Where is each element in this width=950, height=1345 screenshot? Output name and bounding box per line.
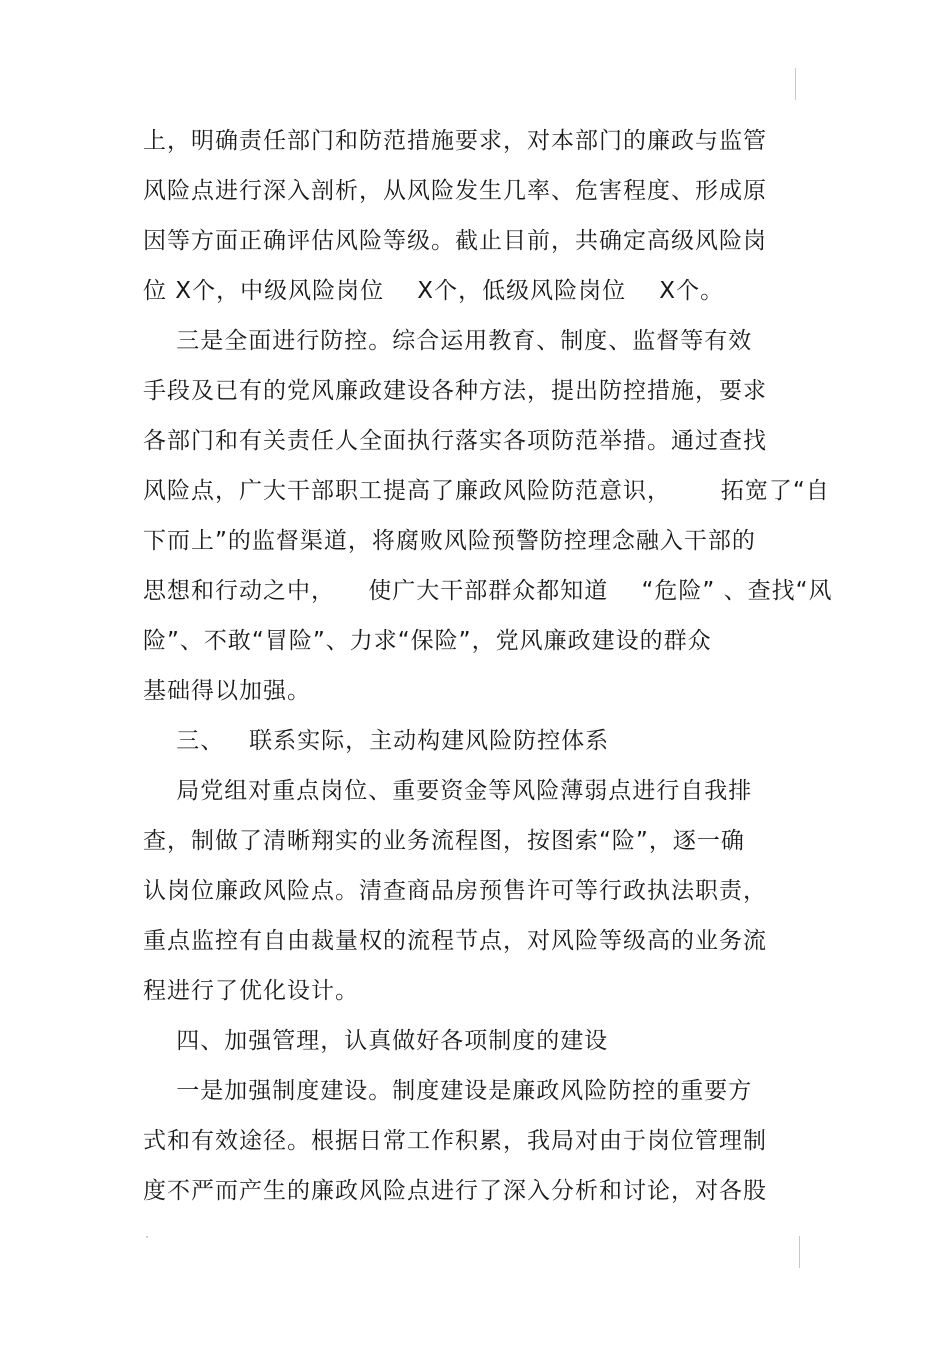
text-line-10: 思想和行动之中， 使广大干部群众都知道 “危险” 、查找“风 <box>143 578 833 604</box>
text-line-22: 度不严而产生的廉政风险点进行了深入分析和讨论，对各股 <box>143 1178 767 1204</box>
text-line-16: 认岗位廉政风险点。清查商品房预售许可等行政执法职责， <box>143 878 767 904</box>
text-line-18: 程进行了优化设计。 <box>143 978 359 1004</box>
page-edge-mark-bottom <box>799 1236 800 1268</box>
text-line-4: 位 X个，中级风险岗位 X个，低级风险岗位 X个。 <box>143 278 725 304</box>
page-edge-mark-top <box>795 68 796 100</box>
text-line-12: 基础得以加强。 <box>143 678 311 704</box>
text-line-11: 险”、不敢“冒险”、力求“保险”，党风廉政建设的群众 <box>143 628 712 654</box>
text-line-21: 式和有效途径。根据日常工作积累，我局对由于岗位管理制 <box>143 1128 767 1154</box>
text-line-17: 重点监控有自由裁量权的流程节点，对风险等级高的业务流 <box>143 928 767 954</box>
text-line-8: 风险点，广大干部职工提高了廉政风险防范意识， 拓宽了“自 <box>143 478 830 504</box>
text-line-7: 各部门和有关责任人全面执行落实各项防范举措。通过查找 <box>143 428 767 454</box>
text-line-2: 风险点进行深入剖析，从风险发生几率、危害程度、形成原 <box>143 178 767 204</box>
section-heading-3: 三、 联系实际，主动构建风险防控体系 <box>143 728 610 754</box>
page-corner-dot <box>146 1236 148 1238</box>
text-line-9: 下而上”的监督渠道，将腐败风险预警防控理念融入干部的 <box>143 528 756 554</box>
paragraph-start-line: 三是全面进行防控。综合运用教育、制度、监督等有效 <box>143 328 753 354</box>
text-line-3: 因等方面正确评估风险等级。截止目前，共确定高级风险岗 <box>143 228 767 254</box>
paragraph-start-line: 一是加强制度建设。制度建设是廉政风险防控的重要方 <box>143 1078 753 1104</box>
text-line-15: 查，制做了清晰翔实的业务流程图，按图索“险”，逐一确 <box>143 828 745 854</box>
paragraph-start-line: 局党组对重点岗位、重要资金等风险薄弱点进行自我排 <box>143 778 753 804</box>
text-line-6: 手段及已有的党风廉政建设各种方法，提出防控措施，要求 <box>143 378 767 404</box>
text-line-1: 上，明确责任部门和防范措施要求，对本部门的廉政与监管 <box>143 128 767 154</box>
section-heading-4: 四、加强管理，认真做好各项制度的建设 <box>143 1028 609 1054</box>
